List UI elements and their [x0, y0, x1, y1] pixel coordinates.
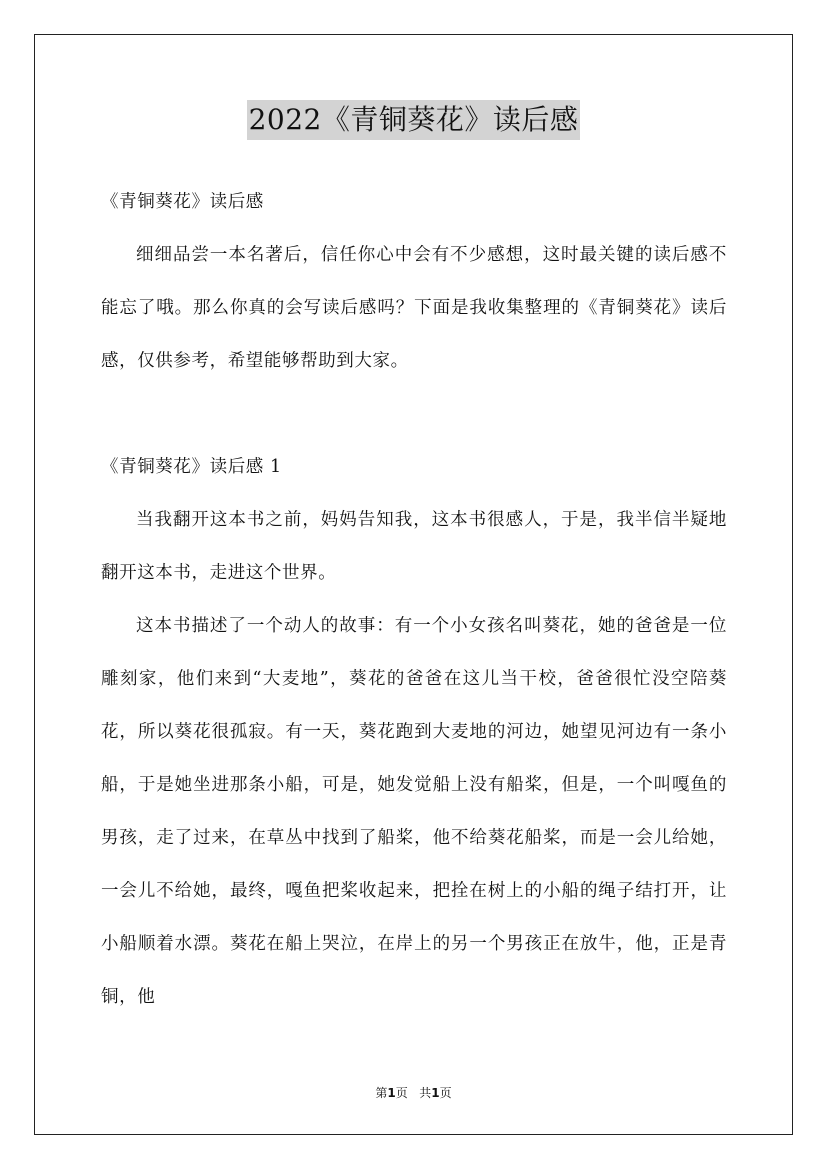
- footer-suffix: 页: [439, 1086, 452, 1100]
- intro-paragraph: 细细品尝一本名著后，信任你心中会有不少感想，这时最关键的读后感不能忘了哦。那么你真的会写读后感吗？下面是我收集整理的《青铜葵花》读后感，仅供参考，希望能够帮助到大家。: [101, 245, 727, 371]
- page-footer: [0, 1084, 827, 1101]
- document-body: [101, 176, 727, 1024]
- section1-paragraph: 这本书描述了一个动人的故事：有一个小女孩名叫葵花，她的爸爸是一位雕刻家，他们来到“大麦地”，葵花的爸爸在这儿当干校，爸爸很忙没空陪葵花，所以葵花很孤寂。有一天，葵花跑到大麦地的河边，她望见河边有一条小船，于是她坐进那条小船，可是，她发觉船上没有船桨，但是，一个叫嘎鱼的男孩，走了过来，在草丛中找到了船桨，他不给葵花船桨，而是一会儿给她，一会儿不给她，最终，嘎鱼把桨收起来，把拴在树上的小船的绳子结打开，让小船顺着水漂。葵花在船上哭泣，在岸上的另一个男孩正在放牛，他，正是青铜，他: [101, 616, 727, 1007]
- section1-paragraph: 当我翻开这本书之前，妈妈告知我，这本书很感人，于是，我半信半疑地翻开这本书，走进这个世界。: [101, 510, 727, 583]
- footer-total-pages: 1: [431, 1086, 440, 1100]
- document-title: 2022《青铜葵花》读后感: [247, 100, 581, 140]
- section1-heading: 《青铜葵花》读后感 1: [101, 457, 282, 477]
- intro-heading: 《青铜葵花》读后感: [101, 192, 264, 212]
- section-gap: [101, 388, 727, 441]
- footer-prefix: 第: [375, 1086, 388, 1100]
- footer-page-number: 1: [387, 1086, 396, 1100]
- footer-mid: 页 共: [395, 1086, 432, 1100]
- title-container: [0, 100, 827, 140]
